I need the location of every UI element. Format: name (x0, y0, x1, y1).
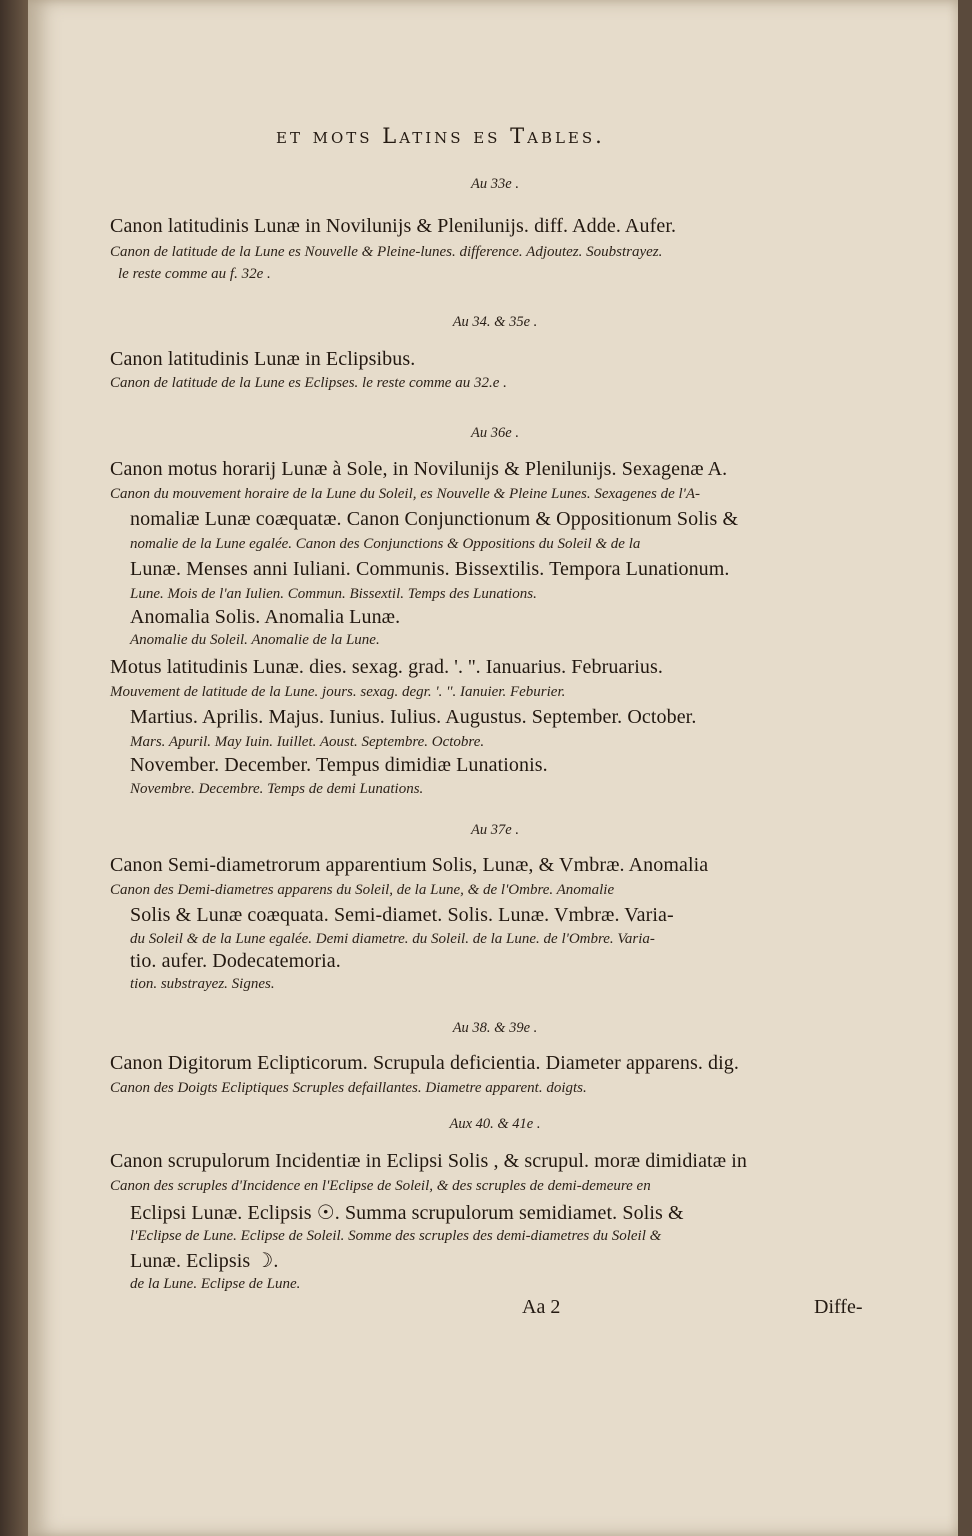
french-line: Anomalie du Soleil. Anomalie de la Lune. (130, 632, 380, 648)
french-line: Canon des Demi-diametres apparens du Soleil, de la Lune, & de l'Ombre. Anomalie (110, 882, 615, 898)
latin-line: Solis & Lunæ coæquata. Semi-diamet. Solis. Lunæ. Vmbræ. Varia- (130, 904, 674, 926)
latin-line: Anomalia Solis. Anomalia Lunæ. (130, 606, 401, 628)
section-heading: Au 34. & 35e . (452, 314, 538, 330)
section-heading: Au 38. & 39e . (452, 1020, 538, 1036)
page-content (110, 0, 880, 1536)
book-page (28, 0, 958, 1536)
french-line: Lune. Mois de l'an Iulien. Commun. Bissextil. Temps des Lunations. (130, 586, 537, 602)
french-line: Canon du mouvement horaire de la Lune du Soleil, es Nouvelle & Pleine Lunes. Sexagenes de l'A- (110, 486, 701, 502)
french-line: Mouvement de latitude de la Lune. jours. sexag. degr. '. ''. Ianuier. Feburier. (110, 684, 566, 700)
latin-line: Lunæ. Eclipsis ☽. (130, 1250, 279, 1272)
latin-line: Canon Semi-diametrorum apparentium Solis, Lunæ, & Vmbræ. Anomalia (110, 854, 709, 876)
section-heading: Au 36e . (471, 425, 519, 441)
latin-line: Martius. Aprilis. Majus. Iunius. Iulius. Augustus. September. October. (130, 706, 697, 728)
section-heading: Au 37e . (471, 822, 519, 838)
latin-line: Canon latitudinis Lunæ in Eclipsibus. (110, 348, 416, 370)
latin-line: Motus latitudinis Lunæ. dies. sexag. grad. '. ''. Ianuarius. Februarius. (110, 656, 663, 678)
latin-line: tio. aufer. Dodecatemoria. (130, 950, 341, 972)
french-line: de la Lune. Eclipse de Lune. (130, 1276, 301, 1292)
french-line: tion. substrayez. Signes. (130, 976, 275, 992)
section-heading: Au 33e . (471, 176, 519, 192)
latin-line: Lunæ. Menses anni Iuliani. Communis. Bissextilis. Tempora Lunationum. (130, 558, 730, 580)
latin-line: Canon latitudinis Lunæ in Novilunijs & Plenilunijs. diff. Adde. Aufer. (110, 215, 677, 237)
french-line: du Soleil & de la Lune egalée. Demi diametre. du Soleil. de la Lune. de l'Ombre. Varia- (130, 931, 655, 947)
french-line: Canon des Doigts Ecliptiques Scruples defaillantes. Diametre apparent. doigts. (110, 1080, 587, 1096)
book-spine-edge (0, 0, 28, 1536)
french-line: Canon de latitude de la Lune es Nouvelle & Pleine-lunes. difference. Adjoutez. Soubstrayez. (110, 244, 663, 260)
latin-line: Canon scrupulorum Incidentiæ in Eclipsi Solis , & scrupul. moræ dimidiatæ in (110, 1150, 748, 1172)
french-line: Mars. Apuril. May Iuin. Iuillet. Aoust. Septembre. Octobre. (130, 734, 485, 750)
signature-mark: Aa 2 (522, 1296, 561, 1318)
running-header: et mots Latins es Tables. (276, 124, 605, 148)
section-heading: Aux 40. & 41e . (449, 1116, 541, 1132)
french-line: Canon des scruples d'Incidence en l'Eclipse de Soleil, & des scruples de demi-demeure en (110, 1178, 651, 1194)
french-line: nomalie de la Lune egalée. Canon des Conjunctions & Oppositions du Soleil & de la (130, 536, 641, 552)
latin-line: Canon motus horarij Lunæ à Sole, in Novilunijs & Plenilunijs. Sexagenæ A. (110, 458, 728, 480)
french-line: le reste comme au f. 32e . (118, 266, 271, 282)
latin-line: Canon Digitorum Eclipticorum. Scrupula deficientia. Diameter apparens. dig. (110, 1052, 739, 1074)
latin-line: Eclipsi Lunæ. Eclipsis ☉. Summa scrupulorum semidiamet. Solis & (130, 1202, 684, 1224)
french-line: l'Eclipse de Lune. Eclipse de Soleil. Somme des scruples des demi-diametres du Soleil & (130, 1228, 662, 1244)
latin-line: November. December. Tempus dimidiæ Lunationis. (130, 754, 548, 776)
french-line: Canon de latitude de la Lune es Eclipses. le reste comme au 32.e . (110, 375, 507, 391)
catchword: Diffe- (814, 1296, 863, 1318)
french-line: Novembre. Decembre. Temps de demi Lunations. (130, 781, 424, 797)
latin-line: nomaliæ Lunæ coæquatæ. Canon Conjunctionum & Oppositionum Solis & (130, 508, 739, 530)
